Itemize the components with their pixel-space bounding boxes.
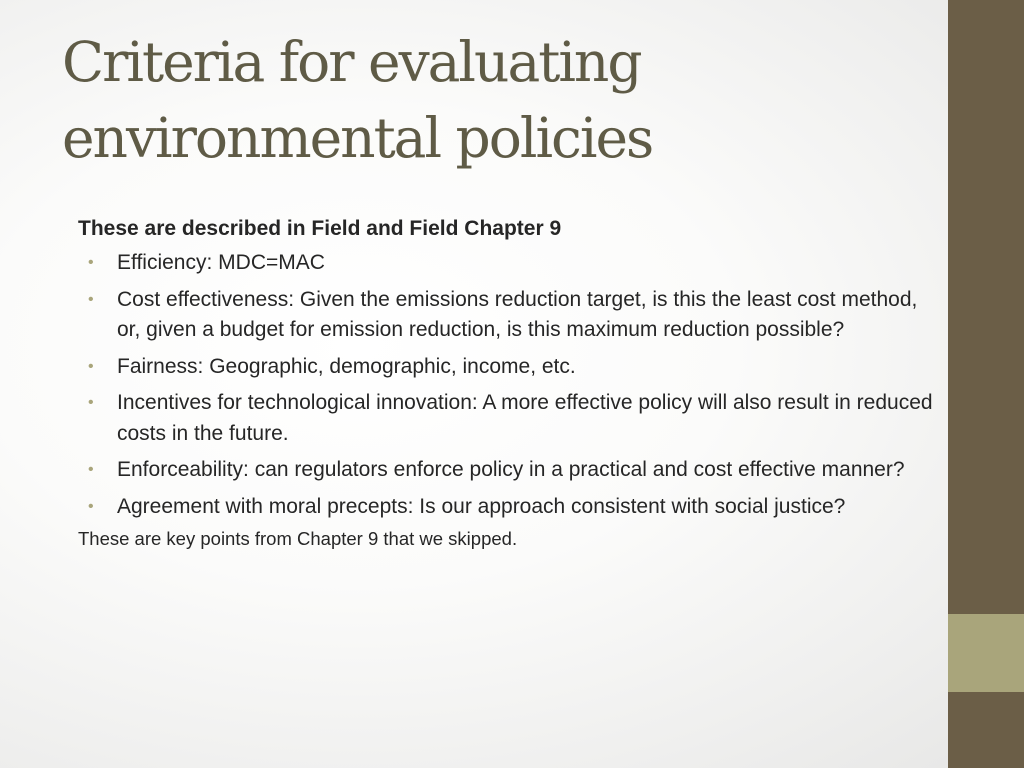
bullet-dot-icon: • <box>88 394 94 411</box>
sidebar-accent-block <box>948 614 1024 692</box>
bullet-list <box>78 248 944 522</box>
bullet-text: Fairness: Geographic, demographic, income, etc. <box>117 354 576 378</box>
slide-content <box>78 212 944 554</box>
bullet-text: Incentives for technological innovation: A more effective policy will also result in reduced costs in the future. <box>117 391 933 445</box>
title-line-1: Criteria for evaluating <box>62 30 641 94</box>
bullet-item <box>78 285 944 346</box>
bullet-dot-icon: • <box>88 357 94 375</box>
bullet-item <box>78 455 944 486</box>
bullet-item <box>78 492 944 523</box>
bullet-text: Agreement with moral precepts: Is our approach consistent with social justice? <box>117 494 846 518</box>
bullet-dot-icon: • <box>88 461 94 478</box>
bullet-dot-icon: • <box>88 290 94 308</box>
bullet-item <box>78 248 944 279</box>
slide-title <box>62 24 932 176</box>
bullet-item <box>78 352 944 383</box>
title-line-2: environmental policies <box>62 106 653 170</box>
footnote-text: These are key points from Chapter 9 that we skipped. <box>78 528 518 549</box>
bullet-item <box>78 388 944 449</box>
bullet-dot-icon: • <box>88 497 94 515</box>
bullet-dot-icon: • <box>88 254 94 271</box>
bullet-text: Enforceability: can regulators enforce policy in a practical and cost effective manner? <box>117 458 905 481</box>
bullet-text: Cost effectiveness: Given the emissions reduction target, is this the least cost method, or, given a budget for emission reduction, is this maximum reduction possible? <box>117 287 918 341</box>
bullet-text: Efficiency: MDC=MAC <box>117 251 325 274</box>
lead-text: These are described in Field and Field Chapter 9 <box>78 217 562 240</box>
